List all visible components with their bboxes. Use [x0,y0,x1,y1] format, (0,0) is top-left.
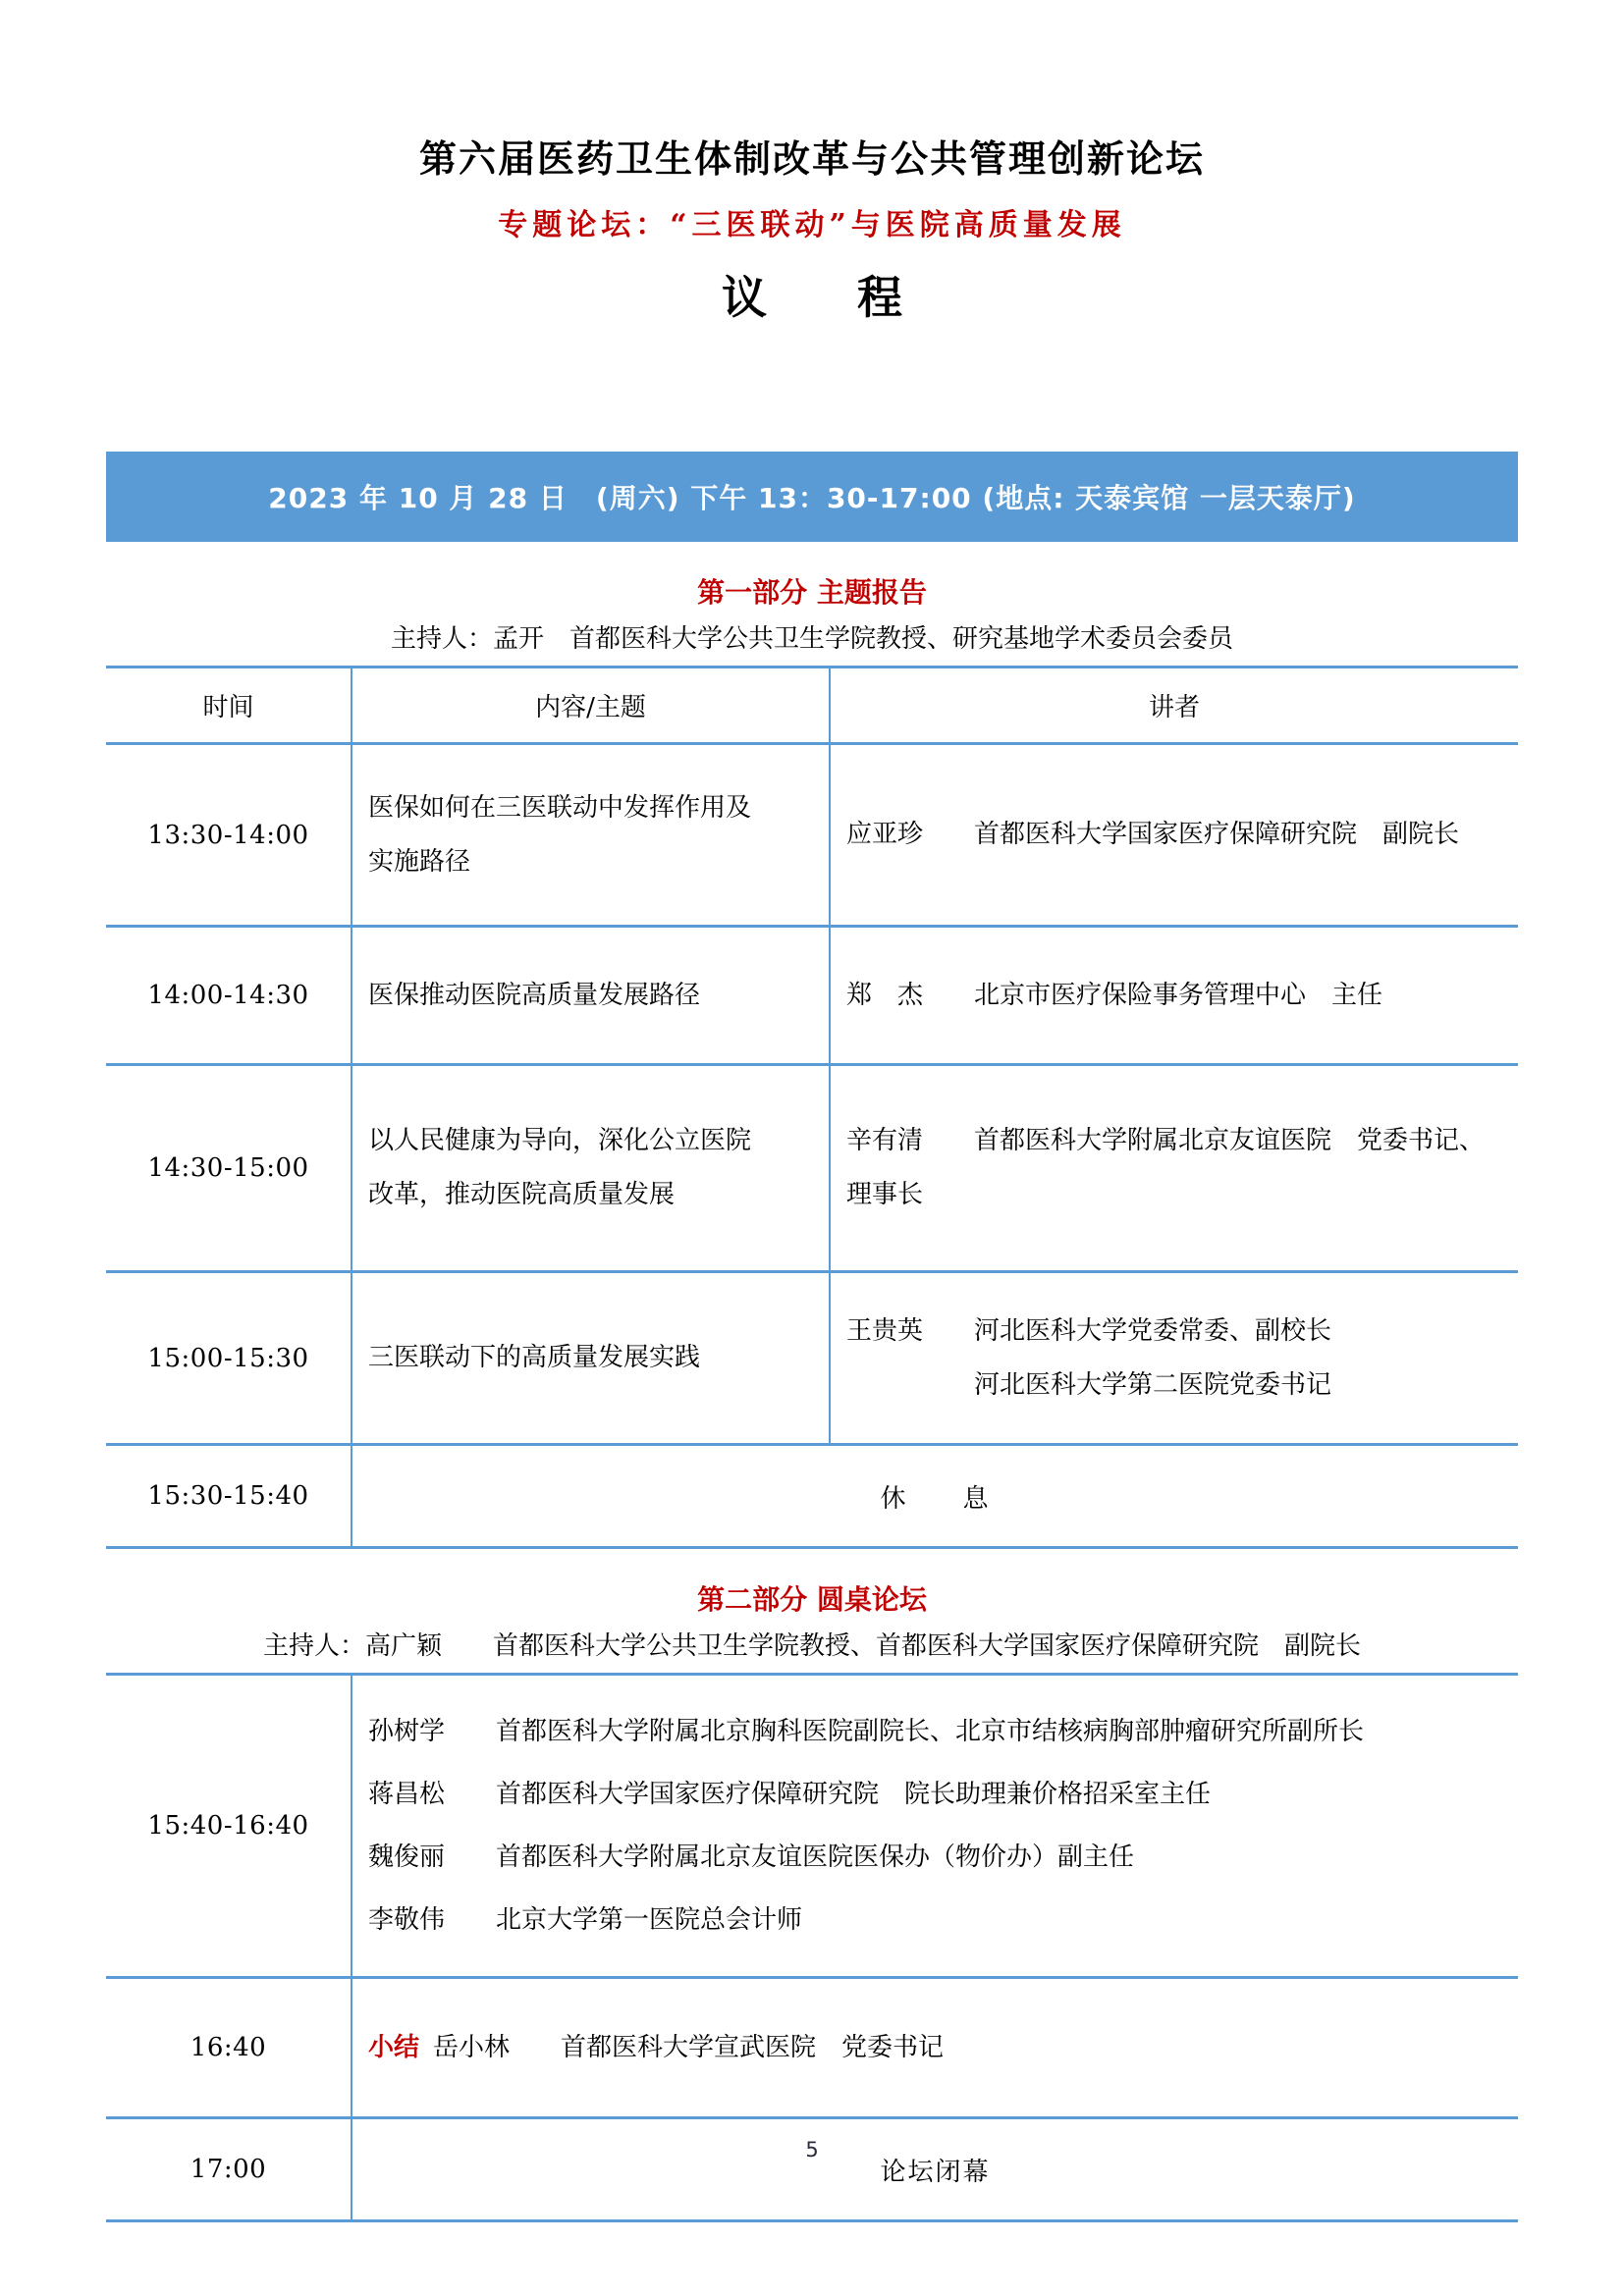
page-number: 5 [805,2138,819,2162]
forum-title: 第六届医药卫生体制改革与公共管理创新论坛 [418,137,1205,181]
summary-text: 岳小林 首都医科大学宣武医院 党委书记 [433,2032,945,2062]
row-time: 16:40 [106,1978,352,2118]
panel-speaker-line: 魏俊丽 首都医科大学附属北京友谊医院医保办（物价办）副主任 [368,1842,1135,1872]
panel-speaker-line: 蒋昌松 首都医科大学国家医疗保障研究院 院长助理兼价格招采室主任 [368,1780,1212,1809]
column-header-speaker: 讲者 [830,667,1518,744]
section1-host-line: 主持人：孟开 首都医科大学公共卫生学院教授、研究基地学术委员会委员 [390,624,1233,654]
panel-speaker-line: 李敬伟 北京大学第一医院总会计师 [368,1905,803,1935]
session1-table [106,666,1518,1549]
table-header-row [106,667,1518,744]
row-time: 13:30-14:00 [106,744,352,927]
row-speaker: 郑 杰 北京市医疗保险事务管理中心 主任 [830,927,1518,1065]
summary-label: 小结 [368,2032,420,2062]
row-time: 14:00-14:30 [106,927,352,1065]
section2-heading: 第二部分 圆桌论坛 [697,1583,927,1616]
agenda-heading: 议 程 [722,271,902,324]
break-row [106,1445,1518,1548]
table-row [106,1272,1518,1445]
row-time: 15:00-15:30 [106,1272,352,1445]
summary-cell [352,1978,1518,2118]
panel-row [106,1675,1518,1978]
forum-subtitle: 专题论坛：“三医联动”与医院高质量发展 [498,208,1126,242]
row-speaker: 应亚珍 首都医科大学国家医疗保障研究院 副院长 [830,744,1518,927]
row-time: 14:30-15:00 [106,1065,352,1272]
closing-label: 论坛闭幕 [352,2118,1518,2221]
row-topic: 医保推动医院高质量发展路径 [352,927,830,1065]
row-topic: 三医联动下的高质量发展实践 [352,1272,830,1445]
row-speaker: 辛有清 首都医科大学附属北京友谊医院 党委书记、理事长 [830,1065,1518,1272]
section1-heading: 第一部分 主题报告 [697,576,927,609]
closing-row [106,2118,1518,2221]
row-speaker [830,1272,1518,1445]
row-time: 15:30-15:40 [106,1445,352,1548]
panel-speakers [352,1675,1518,1978]
row-topic: 以人民健康为导向，深化公立医院改革，推动医院高质量发展 [352,1065,830,1272]
row-time: 15:40-16:40 [106,1675,352,1978]
row-topic: 医保如何在三医联动中发挥作用及实施路径 [352,744,830,927]
session-info-text: 2023 年 10 月 28 日 (周六) 下午 13：30-17:00 (地点: 天泰宾馆 一层天泰厅) [268,482,1356,514]
table-row [106,744,1518,927]
summary-row [106,1978,1518,2118]
speaker-line: 王贵英 河北医科大学党委常委、副校长 [846,1315,1332,1346]
table-row [106,927,1518,1065]
column-header-time: 时间 [106,667,352,744]
table-row [106,1065,1518,1272]
section2-host-line: 主持人：高广颖 首都医科大学公共卫生学院教授、首都医科大学国家医疗保障研究院 副院长 [262,1631,1361,1661]
column-header-topic: 内容/主题 [352,667,830,744]
break-label: 休 息 [352,1445,1518,1548]
panel-speaker-line: 孙树学 首都医科大学附属北京胸科医院副院长、北京市结核病胸部肿瘤研究所副所长 [368,1717,1365,1746]
speaker-line: 河北医科大学第二医院党委书记 [846,1369,1332,1400]
row-time: 17:00 [106,2118,352,2221]
session-info-banner [106,452,1518,542]
